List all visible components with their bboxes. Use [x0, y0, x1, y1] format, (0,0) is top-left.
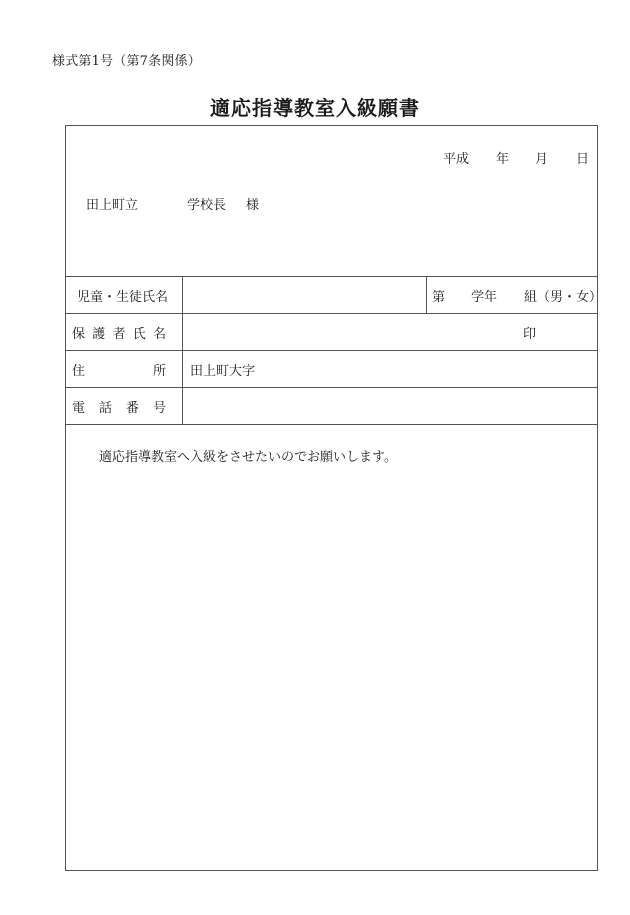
application-form: [65, 125, 603, 871]
date-era: 平成: [443, 152, 470, 167]
seal-mark: 印: [523, 327, 537, 342]
phone-field[interactable]: [183, 388, 593, 424]
addressee-principal: 学校長: [187, 198, 227, 213]
document-title: 適応指導教室入級願書: [210, 96, 420, 120]
address-value[interactable]: 田上町大字: [190, 364, 256, 379]
student-name-label: 児童・生徒氏名: [77, 290, 169, 305]
address-label: 住 所: [72, 364, 166, 379]
grade-suffix: 学年: [471, 290, 498, 305]
phone-label: 電 話 番 号: [72, 401, 166, 416]
student-name-field[interactable]: [183, 277, 425, 313]
addressee-honorific: 様: [246, 198, 260, 213]
date-month: 月: [535, 152, 549, 167]
addressee-town: 田上町立: [86, 198, 139, 213]
form-number: 様式第1号（第7条関係）: [52, 54, 201, 69]
guardian-name-label: 保 護 者 氏 名: [72, 327, 166, 342]
grade-prefix: 第: [432, 290, 446, 305]
date-day: 日: [576, 152, 590, 167]
guardian-name-field[interactable]: [183, 314, 513, 350]
date-year: 年: [496, 152, 510, 167]
rule-body-top: [66, 424, 597, 425]
request-statement: 適応指導教室へ入級をさせたいのでお願いします。: [99, 450, 397, 465]
rule-grade-column: [426, 276, 427, 313]
rule-address-top: [66, 350, 597, 351]
class-gender: 組（男・女）: [524, 290, 603, 305]
